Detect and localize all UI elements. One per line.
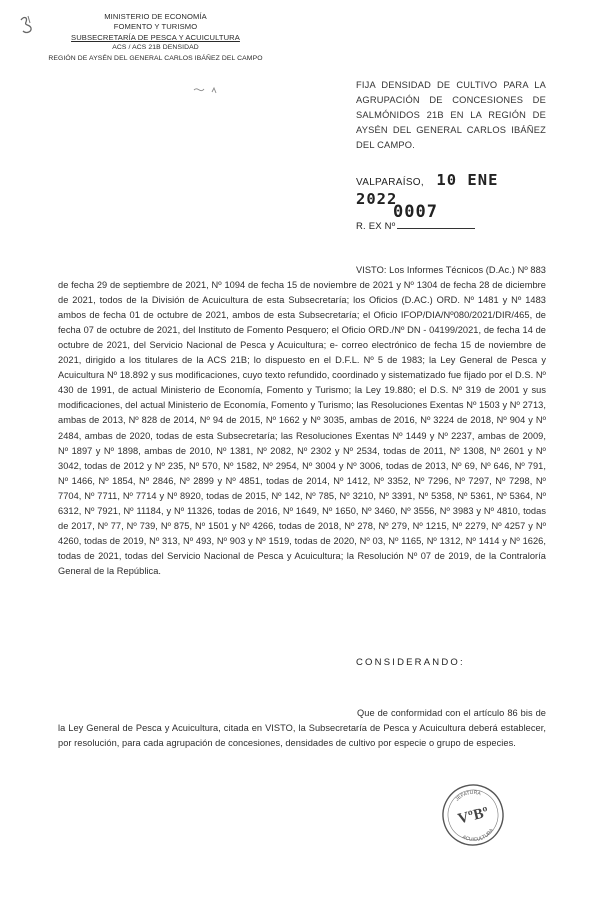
ministry-name: MINISTERIO DE ECONOMÍA — [104, 12, 207, 21]
resolution-label: R. EX Nº — [356, 221, 396, 232]
stamp-ring-bottom: ACUICULTURA — [461, 827, 495, 843]
considerando-heading: CONSIDERANDO: — [356, 657, 465, 668]
considerando-paragraph: Que de conformidad con el artículo 86 bis de la Ley General de Pesca y Acuicultura, citada en VISTO, la Subsecretaría de Pesca y Acuicultura deberá establecer, por resolución, para cada agrupación de concesiones, densidades de cultivo por especie o grupo de especies. — [58, 708, 546, 749]
approval-stamp — [440, 782, 506, 848]
stamp-text: VºBº — [456, 804, 491, 828]
pen-mark-icon — [18, 14, 36, 38]
region-name: REGIÓN DE AYSÉN DEL GENERAL CARLOS IBÁÑEZ DEL CAMPO — [48, 54, 263, 62]
date-stamp: 10 ENE 2022 — [356, 171, 499, 208]
ministry-name-cont: FOMENTO Y TURISMO — [113, 22, 198, 32]
subsecretaria-name: SUBSECRETARÍA DE PESCA Y ACUICULTURA — [71, 32, 240, 42]
resolution-subject: FIJA DENSIDAD DE CULTIVO PARA LA AGRUPACIÓN DE CONCESIONES DE SALMÓNIDOS 21B EN LA REGIÓN DE AYSÉN DEL GENERAL CARLOS IBÁÑEZ DEL CAMPO. — [356, 80, 546, 150]
place-date — [356, 171, 546, 209]
stamp-ring-top: JEFATURA — [454, 789, 482, 803]
number-blank-line — [397, 219, 475, 229]
resolution-number: 0007 — [393, 202, 438, 222]
acs-reference: ACS / ACS 21B DENSIDAD — [112, 44, 199, 52]
place: VALPARAÍSO, — [356, 177, 424, 188]
letterhead — [48, 12, 263, 64]
visto-paragraph: VISTO: Los Informes Técnicos (D.Ac.) Nº 883 de fecha 29 de septiembre de 2021, Nº 1094 de fecha 15 de noviembre de 2021 y Nº 1304 de fecha 28 de diciembre de 2021, todos de la División de Acuicultura de esta Subsecretaría; los Oficios (D.AC.) ORD. Nº 1481 y Nº 1483 ambos de fecha 01 de octubre de 2021, ambos de esta Subsecretaría; el Oficio IFOP/DIA/Nº080/2021/DIR/465, de fecha 07 de octubre de 2021, del Instituto de Fomento Pesquero; el Oficio ORD./Nº DN - 04199/2021, de fecha 14 de octubre de 2021, del Servicio Nacional de Pesca y Acuicultura; e- correo electrónico de fecha 15 de noviembre de 2021, dirigido a los titulares de la ACS 21B; lo dispuesto en el D.F.L. Nº 5 de 1983; la Ley General de Pesca y Acuicultura Nº 18.892 y sus modificaciones, cuyo texto refundido, coordinado y sistematizado fue fijado por el D.S. Nº 430 de 1991, de actual Ministerio de Economía, Fomento y Turismo; la Ley 19.880; el D.S. Nº 319 de 2001 y sus modificaciones, del actual Ministerio de Economía, Fomento y Turismo; las Resoluciones Exentas Nº 1503 y Nº 2713, ambas de 2013, Nº 828 de 2014, Nº 94 de 2015, Nº 1662 y Nº 3035, ambas de 2016, Nº 3224 de 2018, Nº 904 y Nº 2484, ambas de 2020, todas de esta Subsecretaría; las Resoluciones Exentas Nº 1449 y Nº 2237, ambas de 2009, Nº 1897 y Nº 1898, ambas de 2010, Nº 1381, Nº 2082, Nº 2302 y Nº 2534, todas de 2011, Nº 1308, Nº 2601 y Nº 3042, todas de 2012 y Nº 235, Nº 570, Nº 1582, Nº 2954, Nº 3004 y Nº 3006, todas de 2013, Nº 69, Nº 646, Nº 791, Nº 1466, Nº 1854, Nº 2846, Nº 2899 y Nº 4851, todas de 2014, Nº 1412, Nº 3352, Nº 7296, Nº 7297, Nº 7298, Nº 7704, Nº 7711, Nº 7714 y Nº 8920, todas de 2015, Nº 142, Nº 785, Nº 3210, Nº 3391, Nº 5358, Nº 5361, Nº 5364, Nº 6312, Nº 7921, Nº 11184, y Nº 11326, todas de 2016, Nº 1649, Nº 1650, Nº 3460, Nº 3556, Nº 3983 y Nº 4810, todas de 2017, Nº 77, Nº 739, Nº 875, Nº 1501 y Nº 4266, todas de 2018, Nº 278, Nº 279, Nº 1215, Nº 2279, Nº 4257 y Nº 4260, todas de 2019, Nº 313, Nº 493, Nº 903 y Nº 1519, todas de 2020, Nº 03, Nº 1165, Nº 1312, Nº 1414 y Nº 1626, todas de 2021, todas del Servicio Nacional de Pesca y Acuicultura; la Resolución Nº 07 de 2019, de la Contraloría General de la República. — [58, 265, 546, 576]
resolution-label-line — [356, 219, 475, 232]
ink-mark-icon — [190, 80, 230, 100]
